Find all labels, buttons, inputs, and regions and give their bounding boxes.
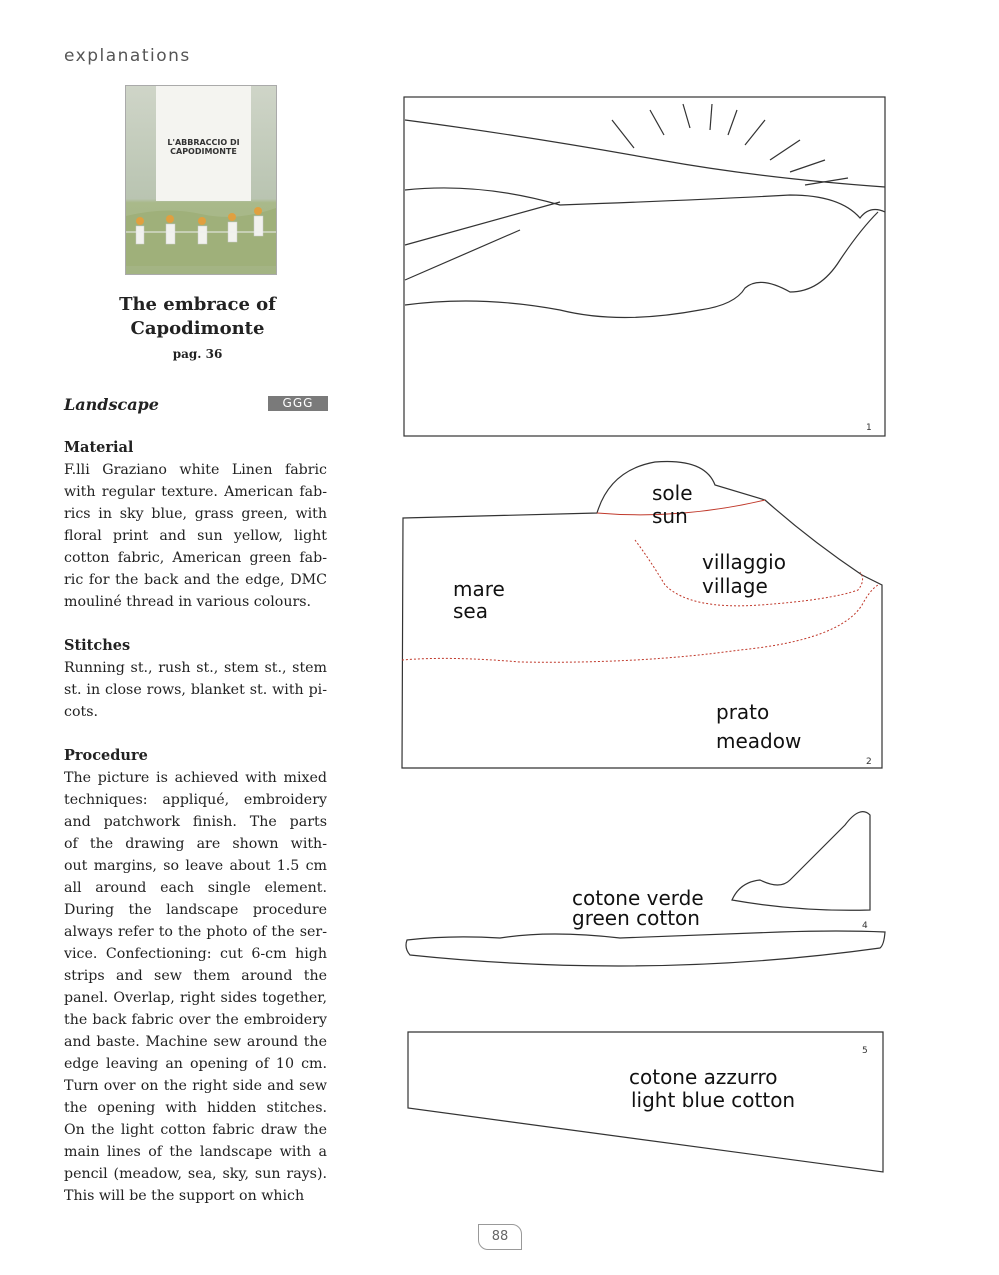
page-number: 88 <box>478 1224 522 1250</box>
material-heading: Material <box>64 439 134 456</box>
text-line: Turn over on the right side and sew <box>64 1078 327 1094</box>
text-line: pencil (meadow, sea, sky, sun rays). <box>64 1166 327 1182</box>
label-sole: sole <box>652 481 693 505</box>
text-line: and patchwork finish. The parts <box>64 814 327 830</box>
text-line: with regular texture. American fab- <box>64 484 327 500</box>
label-green-cotton: green cotton <box>572 906 700 930</box>
procedure-heading: Procedure <box>64 747 148 764</box>
subsection-title: Landscape <box>64 395 159 414</box>
text-line: out margins, so leave about 1.5 cm <box>64 858 327 874</box>
sky-line <box>405 120 885 187</box>
text-line: cotton fabric, American green fab- <box>64 550 327 566</box>
text-line: This will be the support on which <box>64 1188 305 1204</box>
label-cotone-verde: cotone verde <box>572 886 704 910</box>
pattern-4-number: 4 <box>862 921 868 931</box>
book-title-line: The embrace of <box>119 294 276 315</box>
text-line: always refer to the photo of the ser- <box>64 924 327 940</box>
label-light-blue-cotton: light blue cotton <box>631 1088 796 1112</box>
pattern-5-number: 5 <box>862 1046 868 1056</box>
text-line: mouliné thread in various colours. <box>64 594 312 610</box>
stitches-heading: Stitches <box>64 637 131 654</box>
text-line: strips and sew them around the <box>64 968 327 984</box>
coast-line <box>405 212 878 318</box>
cover-title: L'ABBRACCIO DI CAPODIMONTE <box>167 138 240 156</box>
sea-line <box>405 202 560 245</box>
label-mare: mare <box>453 577 505 601</box>
text-line: edge leaving an opening of 10 cm. <box>64 1056 327 1072</box>
text-line: ric for the back and the edge, DMC <box>64 572 327 588</box>
book-title-line: Capodimonte <box>130 318 265 339</box>
text-line: panel. Overlap, right sides together, <box>64 990 327 1006</box>
pattern-2 <box>402 461 882 768</box>
text-line: During the landscape procedure <box>64 902 327 918</box>
book-page-ref: pag. 36 <box>172 347 223 361</box>
label-prato: prato <box>716 700 770 724</box>
text-line: vice. Confectioning: cut 6-cm high <box>64 946 327 962</box>
label-cotone-azzurro: cotone azzurro <box>629 1065 778 1089</box>
text-line: st. in close rows, blanket st. with pi- <box>64 682 327 698</box>
text-line: cots. <box>64 704 98 720</box>
text-line: of the drawing are shown with- <box>64 836 327 852</box>
hill-piece <box>732 812 870 911</box>
sun-rays <box>612 104 848 185</box>
label-sun: sun <box>652 504 688 528</box>
label-sea: sea <box>453 599 488 623</box>
pattern-4 <box>406 812 885 966</box>
section-header: explanations <box>64 46 191 66</box>
pattern-1 <box>404 97 885 436</box>
text-line: floral print and sun yellow, light <box>64 528 327 544</box>
sea-line <box>405 230 520 280</box>
label-meadow: meadow <box>716 729 802 753</box>
hill-line <box>405 188 885 218</box>
label-villaggio: villaggio <box>702 550 786 574</box>
text-line: The picture is achieved with mixed <box>64 770 327 786</box>
text-line: Running st., rush st., stem st., stem <box>64 660 327 676</box>
text-line: rics in sky blue, grass green, with <box>64 506 327 522</box>
pattern-2-number: 2 <box>866 757 872 767</box>
text-line: the back fabric over the embroidery <box>64 1012 327 1028</box>
text-line: On the light cotton fabric draw the <box>64 1122 327 1138</box>
text-line: and baste. Machine sew around the <box>64 1034 327 1050</box>
text-line: all around each single element. <box>64 880 327 896</box>
green-strip <box>406 931 885 966</box>
pattern-1-number: 1 <box>866 423 872 433</box>
pattern-1-frame <box>404 97 885 436</box>
pattern-5 <box>408 1032 883 1172</box>
text-line: main lines of the landscape with a <box>64 1144 327 1160</box>
label-village: village <box>702 574 768 598</box>
text-line: the opening with hidden stitches. <box>64 1100 327 1116</box>
difficulty-badge: GGG <box>268 396 328 411</box>
text-line: F.lli Graziano white Linen fabric <box>64 462 327 478</box>
text-line: techniques: appliqué, embroidery <box>64 792 327 808</box>
